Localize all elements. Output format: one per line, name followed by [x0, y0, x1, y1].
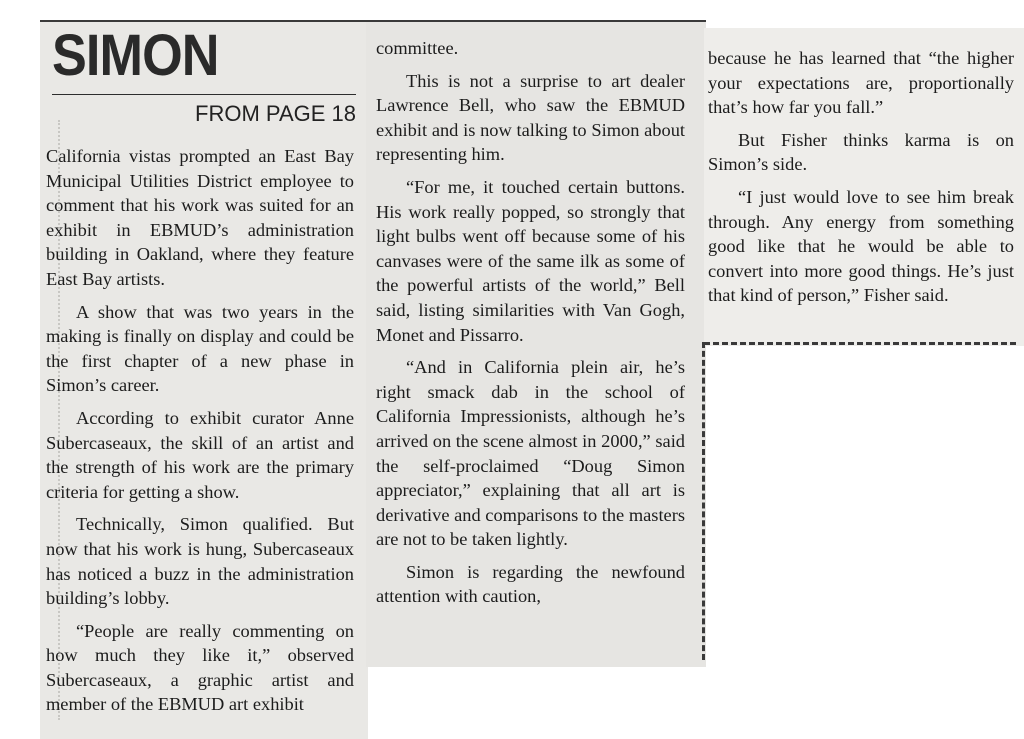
- paragraph: California vistas prompted an East Bay Municipal Utilities District employee to comment that his work was suited for an exhibit in EBMUD’s administration building in Oakland, where they feature East Bay artists.: [46, 146, 354, 289]
- story-end-rule-vertical: [702, 342, 705, 660]
- article-column-2: [376, 36, 685, 617]
- paragraph: According to exhibit curator Anne Subercaseaux, the skill of an artist and the strength of his work are the primary criteria for getting a show.: [46, 407, 354, 502]
- article-column-1: [46, 144, 354, 725]
- paragraph: “And in California plein air, he’s right smack dab in the school of California Impressionists, although he’s arrived on the scene almost in 2000,” said the self-proclaimed “Doug Simon appreciator,” explaining that all art is derivative and comparisons to the masters are not to be taken lightly.: [376, 357, 685, 550]
- paragraph: But Fisher thinks karma is on Simon’s side.: [708, 129, 1014, 175]
- paragraph: This is not a surprise to art dealer Lawrence Bell, who saw the EBMUD exhibit and is now talking to Simon about representing him.: [376, 70, 685, 165]
- article-column-3: [708, 46, 1014, 316]
- paragraph: “People are really commenting on how much they like it,” observed Subercaseaux, a graphic artist and member of the EBMUD art exhibit: [46, 620, 354, 715]
- paragraph: A show that was two years in the making is finally on display and could be the first chapter of a new phase in Simon’s career.: [46, 301, 354, 396]
- paragraph: Technically, Simon qualified. But now that his work is hung, Subercaseaux has noticed a buzz in the administration building’s lobby.: [46, 514, 354, 609]
- paragraph: committee.: [376, 38, 459, 58]
- paragraph: Simon is regarding the newfound attention with caution,: [376, 561, 685, 607]
- paragraph: because he has learned that “the higher your expectations are, proportionally that’s how far you fall.”: [708, 48, 1014, 118]
- story-end-rule: [704, 342, 1016, 345]
- paragraph: “For me, it touched certain buttons. His work really popped, so strongly that light bulbs went off because some of his canvases were of the same ilk as some of the powerful artists of the world,” Bell said, listing similarities with Van Gogh, Monet and Pissarro.: [376, 176, 685, 345]
- headline-rule: [52, 94, 356, 95]
- headline: SIMON: [52, 23, 219, 88]
- paragraph: “I just would love to see him break through. Any energy from something good like that he would be able to convert into more good things. He’s just that kind of person,” Fisher said.: [708, 186, 1014, 306]
- jump-line: FROM PAGE 18: [195, 101, 356, 126]
